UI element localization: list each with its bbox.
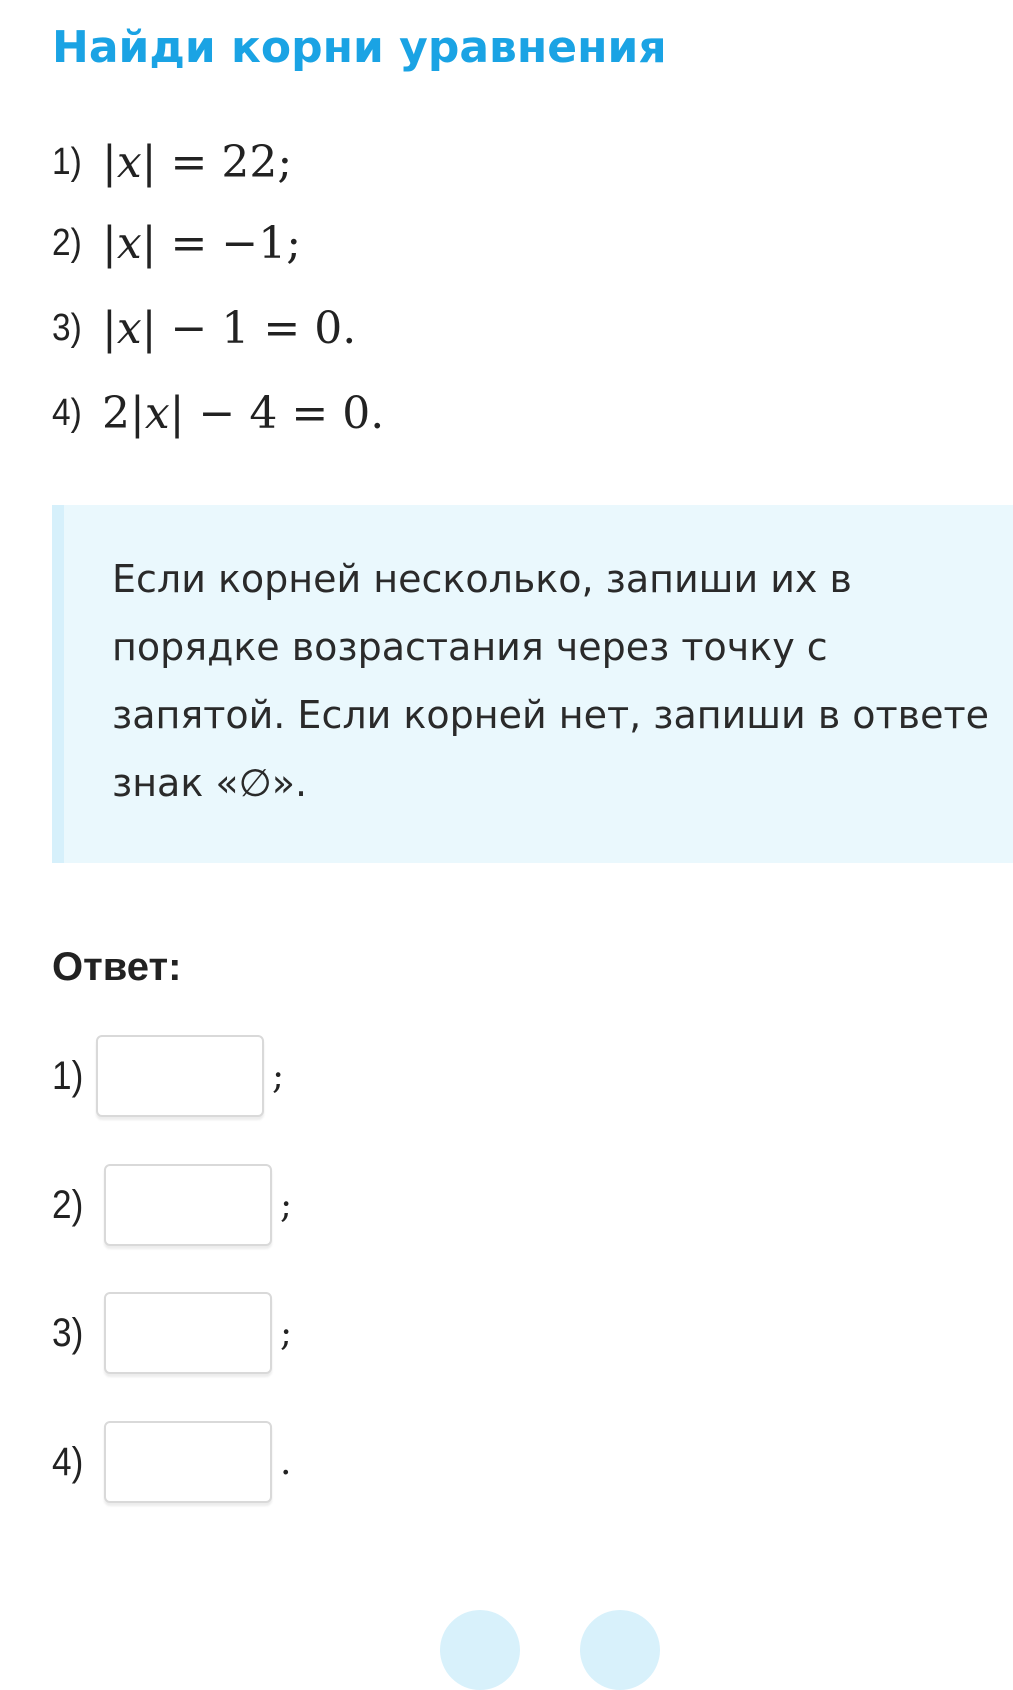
answer-separator: ; (280, 1312, 293, 1354)
hint-box (52, 505, 1013, 863)
answer-label: Ответ: (52, 945, 182, 989)
answer-number: 4) (52, 1439, 84, 1484)
equation-math: |x| = 22; (102, 136, 293, 188)
page-title: Найди корни уравнения (52, 22, 667, 73)
answer-separator: . (280, 1441, 292, 1483)
answer-input-1[interactable] (96, 1035, 264, 1117)
answer-input-2[interactable] (104, 1164, 272, 1246)
answer-number: 2) (52, 1182, 84, 1227)
equation-item-1 (52, 132, 292, 192)
answer-row-1 (52, 1033, 284, 1119)
bottom-decoration-right (580, 1610, 660, 1690)
answer-row-4 (52, 1419, 291, 1505)
bottom-decoration-left (440, 1610, 520, 1690)
equation-number: 2) (52, 221, 82, 264)
answer-separator: ; (272, 1055, 285, 1097)
answer-separator: ; (280, 1184, 293, 1226)
equation-math: |x| − 1 = 0. (102, 302, 357, 354)
answer-input-3[interactable] (104, 1292, 272, 1374)
equation-math: |x| = −1; (102, 217, 302, 269)
answer-row-2 (52, 1162, 292, 1248)
answer-number: 3) (52, 1310, 84, 1355)
equation-number: 4) (52, 391, 82, 434)
equation-math: 2|x| − 4 = 0. (102, 387, 385, 439)
equation-item-4 (52, 383, 384, 443)
equation-number: 3) (52, 306, 82, 349)
answer-number: 1) (52, 1053, 84, 1098)
hint-text: Если корней несколько, запиши их в порядке возрастания через точку с запятой. Если корней нет, запиши в ответе знак «∅». (112, 557, 989, 805)
equation-number: 1) (52, 140, 82, 183)
answer-input-4[interactable] (104, 1421, 272, 1503)
equation-item-3 (52, 298, 356, 358)
equation-item-2 (52, 213, 301, 273)
answer-row-3 (52, 1290, 292, 1376)
